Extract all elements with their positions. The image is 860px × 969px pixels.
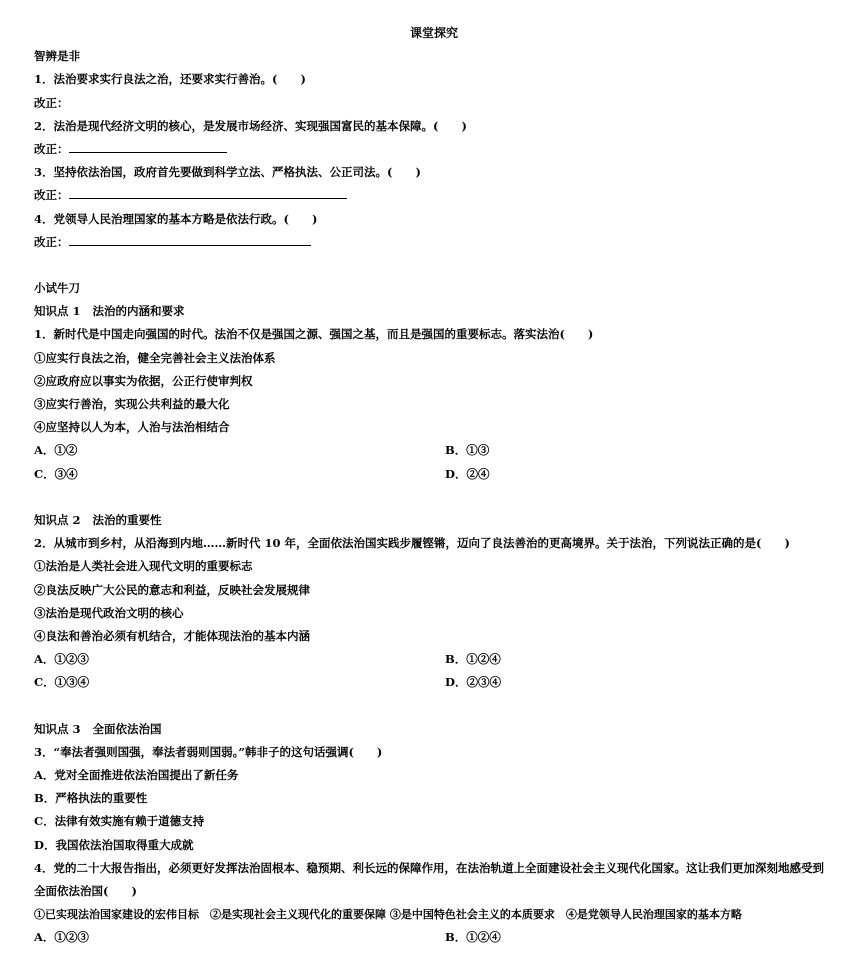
q2-choices-row-2 (34, 671, 834, 694)
answer-blank[interactable] (69, 186, 347, 199)
kp-label: 知识点 2 (34, 512, 81, 527)
correction-label: 改正： (34, 188, 69, 203)
q2-option-1: ①法治是人类社会进入现代文明的重要标志 (34, 559, 253, 574)
q3-choice-a[interactable]: A．党对全面推进依法治国提出了新任务 (34, 768, 239, 782)
knowledge-point-1 (34, 300, 834, 323)
q2-option-4: ④良法和善治必须有机结合，才能体现法治的基本内涵 (34, 628, 310, 643)
spacer (34, 486, 834, 509)
correction-line-3 (34, 184, 834, 207)
spacer (34, 694, 834, 717)
q2-choice-a[interactable]: A．①②③ (34, 652, 89, 667)
question-3-stem: 3．“奉法者强则国强，奉法者弱则国弱。”韩非子的这句话强调( ) (34, 744, 383, 759)
q1-choice-b[interactable]: B．①③ (445, 443, 490, 458)
q3-choice-b[interactable]: B．严格执法的重要性 (34, 791, 148, 806)
question-4-stem: 4．党的二十大报告指出，必须更好发挥法治固根本、稳预期、利长远的保障作用，在法治轨道上全面建设社会主义现代化国家。这让我们更加深刻地感受到全面依法治国( ) (34, 860, 824, 898)
q1-option-1: ①应实行良法之治，健全完善社会主义法治体系 (34, 350, 276, 365)
q1-option-3: ③应实行善治，实现公共利益的最大化 (34, 397, 230, 411)
judge-item-2: 2．法治是现代经济文明的核心，是发展市场经济、实现强国富民的基本保障。( ) (34, 118, 467, 133)
knowledge-point-2 (34, 509, 834, 532)
q1-choices-row-2 (34, 463, 834, 486)
kp-title: 全面依法治国 (92, 721, 162, 736)
q2-choice-b[interactable]: B．①②④ (445, 652, 501, 667)
correction-label: 改正： (34, 234, 69, 249)
q2-choices-row-1 (34, 648, 834, 671)
correction-label: 改正： (34, 95, 69, 110)
answer-blank[interactable] (69, 233, 311, 246)
q1-choice-c[interactable]: C．③④ (34, 466, 78, 481)
section-heading-practice: 小试牛刀 (34, 281, 80, 296)
correction-line-2 (34, 138, 834, 161)
q2-choice-d[interactable]: D．②③④ (445, 675, 501, 690)
q1-choice-d[interactable]: D．②④ (445, 466, 490, 481)
kp-label: 知识点 1 (34, 304, 81, 319)
judge-item-3: 3．坚持依法治国，政府首先要做到科学立法、严格执法、公正司法。( ) (34, 165, 421, 180)
answer-blank[interactable] (69, 140, 227, 153)
q3-choice-d[interactable]: D．我国依法治国取得重大成就 (34, 837, 194, 852)
section-heading-judge: 智辨是非 (34, 49, 80, 64)
q1-option-2: ②应政府应以事实为依据，公正行使审判权 (34, 373, 253, 388)
kp-label: 知识点 3 (34, 721, 81, 736)
kp-title: 法治的重要性 (92, 512, 162, 527)
knowledge-point-3 (34, 718, 834, 741)
q1-choices-row-1 (34, 439, 834, 462)
judge-item-1: 1．法治要求实行良法之治，还要求实行善治。( ) (34, 72, 306, 87)
document-page (34, 22, 834, 950)
page-title: 课堂探究 (409, 26, 458, 40)
q3-choice-c[interactable]: C．法律有效实施有赖于道德支持 (34, 814, 205, 829)
spacer (34, 254, 834, 277)
q1-choice-a[interactable]: A．①② (34, 443, 78, 458)
q4-options-line: ①已实现法治国家建设的宏伟目标 ②是实现社会主义现代化的重要保障 ③是中国特色社会主义的本质要求 ④是党领导人民治理国家的基本方略 (34, 908, 742, 922)
correction-line-4 (34, 231, 834, 254)
q2-choice-c[interactable]: C．①③④ (34, 675, 90, 690)
q2-option-2: ②良法反映广大公民的意志和利益，反映社会发展规律 (34, 582, 310, 597)
q4-choices-row-1 (34, 926, 834, 949)
q2-option-3: ③法治是现代政治文明的核心 (34, 605, 184, 620)
judge-item-4: 4．党领导人民治理国家的基本方略是依法行政。( ) (34, 211, 318, 226)
q4-choice-b[interactable]: B．①②④ (445, 930, 501, 945)
question-1-stem: 1．新时代是中国走向强国的时代。法治不仅是强国之源、强国之基，而且是强国的重要标志。落实法治( ) (34, 327, 594, 342)
kp-title: 法治的内涵和要求 (92, 304, 185, 319)
question-2-stem: 2．从城市到乡村，从沿海到内地……新时代 10 年，全面依法治国实践步履铿锵，迈向了良法善治的更高境界。关于法治，下列说法正确的是( ) (34, 536, 790, 551)
q1-option-4: ④应坚持以人为本，人治与法治相结合 (34, 420, 230, 435)
q4-choice-a[interactable]: A．①②③ (34, 930, 89, 945)
correction-line-1 (34, 92, 834, 115)
correction-label: 改正： (34, 141, 69, 156)
